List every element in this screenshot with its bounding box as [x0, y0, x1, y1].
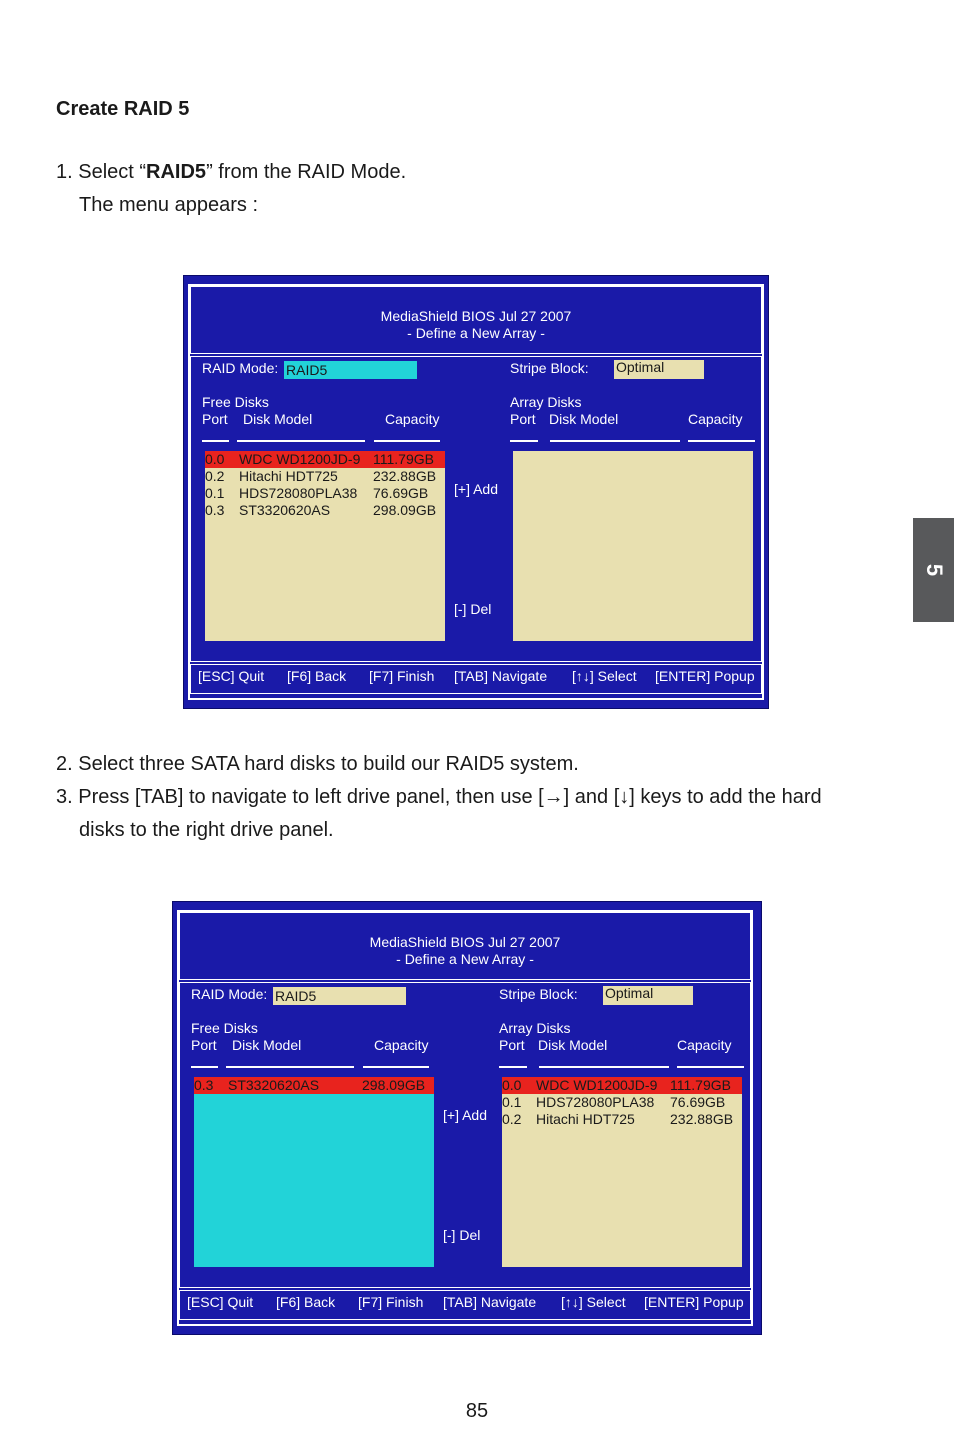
disk-capacity: 232.88GB — [670, 1111, 734, 1127]
footer-key-hint: [ENTER] Popup — [644, 1294, 744, 1310]
raid-mode-label: RAID Mode: — [202, 360, 279, 376]
free-disks-label: Free Disks — [191, 1020, 258, 1036]
free-model-header: Disk Model — [232, 1037, 302, 1053]
stripe-block-field[interactable]: Optimal — [603, 986, 693, 1005]
array-port-header: Port — [499, 1037, 525, 1053]
bios-subtitle: - Define a New Array - — [407, 325, 545, 341]
array-model-header: Disk Model — [538, 1037, 608, 1053]
disk-capacity: 298.09GB — [373, 502, 437, 518]
header-underline — [363, 1066, 429, 1068]
header-underline — [550, 440, 680, 442]
disk-port: 0.0 — [205, 451, 225, 467]
header-underline — [688, 440, 755, 442]
header-underline — [677, 1066, 744, 1068]
step-3-line-1: 3. Press [TAB] to navigate to left drive panel, then use [→] and [↓] keys to add the hard — [56, 786, 822, 808]
disk-port: 0.2 — [502, 1111, 522, 1127]
header-underline — [539, 1066, 669, 1068]
disk-port: 0.2 — [205, 468, 225, 484]
chapter-number: 5 — [921, 563, 947, 577]
add-button[interactable]: [+] Add — [454, 481, 498, 497]
raid-mode-label: RAID Mode: — [191, 986, 268, 1002]
disk-row[interactable] — [205, 468, 445, 485]
footer-key-hint: [ESC] Quit — [187, 1294, 254, 1310]
free-disks-panel[interactable] — [205, 451, 445, 641]
disk-model: HDS728080PLA38 — [239, 485, 358, 501]
disk-port: 0.0 — [502, 1077, 522, 1093]
page-number: 85 — [465, 1400, 489, 1422]
stripe-block-label: Stripe Block: — [510, 360, 589, 376]
disk-capacity: 111.79GB — [373, 451, 434, 467]
disk-model: WDC WD1200JD-9 — [239, 451, 361, 467]
array-model-header: Disk Model — [549, 411, 619, 427]
disk-row[interactable] — [205, 502, 445, 519]
step-3-line-2: disks to the right drive panel. — [79, 819, 334, 841]
footer-key-hint: [ESC] Quit — [198, 668, 265, 684]
chapter-tab — [913, 518, 954, 622]
bios-screenshot-2 — [172, 901, 762, 1335]
footer-key-hint: [F6] Back — [276, 1294, 336, 1310]
footer-key-hint: [TAB] Navigate — [454, 668, 548, 684]
array-capacity-header: Capacity — [688, 411, 743, 427]
footer-key-hint: [F7] Finish — [358, 1294, 424, 1310]
raid-mode-field[interactable]: RAID5 — [284, 361, 417, 379]
disk-port: 0.3 — [194, 1077, 214, 1093]
disk-row[interactable] — [205, 485, 445, 502]
array-capacity-header: Capacity — [677, 1037, 732, 1053]
step-1-suffix: ” from the RAID Mode. — [206, 161, 407, 183]
array-disks-label: Array Disks — [499, 1020, 571, 1036]
disk-model: ST3320620AS — [239, 502, 331, 518]
header-underline — [191, 1066, 218, 1068]
header-underline — [499, 1066, 527, 1068]
free-disks-label: Free Disks — [202, 394, 269, 410]
step-1-prefix: 1. Select “ — [56, 161, 147, 183]
disk-row[interactable] — [205, 451, 445, 468]
del-button[interactable]: [-] Del — [443, 1227, 481, 1243]
free-port-header: Port — [202, 411, 228, 427]
footer-key-hint: [↑↓] Select — [561, 1294, 626, 1310]
stripe-block-label: Stripe Block: — [499, 986, 578, 1002]
array-port-header: Port — [510, 411, 536, 427]
header-underline — [374, 440, 440, 442]
free-port-header: Port — [191, 1037, 217, 1053]
disk-model: WDC WD1200JD-9 — [536, 1077, 658, 1093]
footer-key-hint: [ENTER] Popup — [655, 668, 755, 684]
header-underline — [237, 440, 365, 442]
disk-model: ST3320620AS — [228, 1077, 320, 1093]
disk-port: 0.1 — [502, 1094, 522, 1110]
bios-screenshot-1 — [183, 275, 769, 709]
section-heading: Create RAID 5 — [56, 98, 190, 120]
step-1-bold: RAID5 — [146, 161, 207, 183]
array-disks-panel[interactable] — [513, 451, 753, 641]
disk-capacity: 76.69GB — [373, 485, 429, 501]
array-disks-label: Array Disks — [510, 394, 582, 410]
step-1-line-2: The menu appears : — [79, 194, 258, 216]
disk-row[interactable] — [502, 1111, 742, 1128]
header-underline — [202, 440, 229, 442]
stripe-block-field[interactable]: Optimal — [614, 360, 704, 379]
bios-title: MediaShield BIOS Jul 27 2007 — [380, 308, 572, 324]
header-underline — [226, 1066, 354, 1068]
disk-capacity: 111.79GB — [670, 1077, 731, 1093]
step-1-line-1 — [56, 160, 406, 184]
disk-row[interactable] — [502, 1077, 742, 1094]
add-button[interactable]: [+] Add — [443, 1107, 487, 1123]
disk-port: 0.1 — [205, 485, 225, 501]
disk-capacity: 298.09GB — [362, 1077, 426, 1093]
free-disks-panel[interactable] — [194, 1077, 434, 1267]
disk-model: Hitachi HDT725 — [536, 1111, 635, 1127]
disk-model: HDS728080PLA38 — [536, 1094, 655, 1110]
del-button[interactable]: [-] Del — [454, 601, 492, 617]
disk-capacity: 232.88GB — [373, 468, 437, 484]
free-capacity-header: Capacity — [385, 411, 440, 427]
footer-key-hint: [F6] Back — [287, 668, 347, 684]
step-2: 2. Select three SATA hard disks to build our RAID5 system. — [56, 753, 579, 775]
disk-row[interactable] — [502, 1094, 742, 1111]
free-capacity-header: Capacity — [374, 1037, 429, 1053]
header-underline — [510, 440, 538, 442]
disk-port: 0.3 — [205, 502, 225, 518]
free-model-header: Disk Model — [243, 411, 313, 427]
array-disks-panel[interactable] — [502, 1077, 742, 1267]
raid-mode-field[interactable]: RAID5 — [273, 987, 406, 1005]
footer-key-hint: [↑↓] Select — [572, 668, 637, 684]
bios-title: MediaShield BIOS Jul 27 2007 — [369, 934, 561, 950]
disk-model: Hitachi HDT725 — [239, 468, 338, 484]
disk-row[interactable] — [194, 1077, 434, 1094]
disk-capacity: 76.69GB — [670, 1094, 726, 1110]
footer-key-hint: [TAB] Navigate — [443, 1294, 537, 1310]
footer-key-hint: [F7] Finish — [369, 668, 435, 684]
bios-subtitle: - Define a New Array - — [396, 951, 534, 967]
